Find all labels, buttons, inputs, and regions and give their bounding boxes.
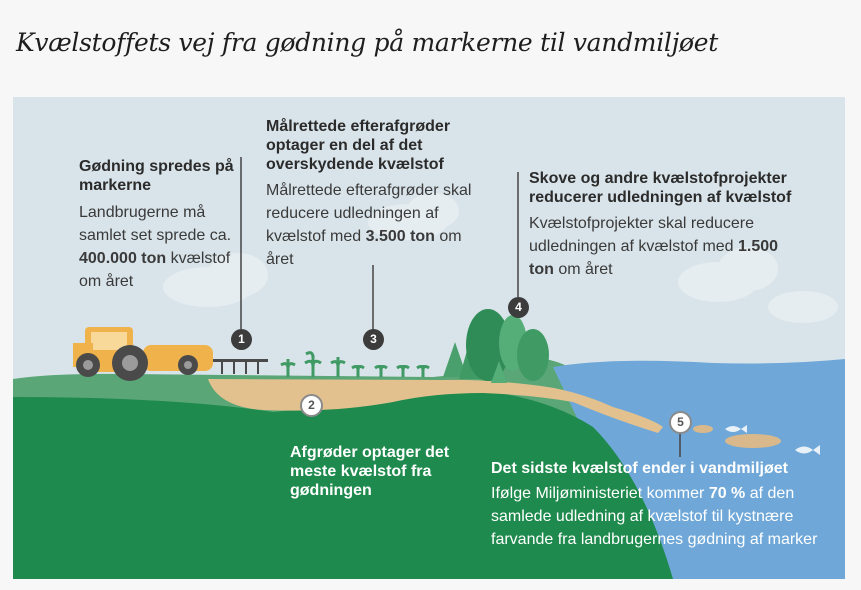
step-2-text [290,443,490,500]
step-badge-2: 2 [300,394,323,417]
infographic-panel [13,97,845,579]
nitrogen-pool [693,425,713,433]
step-2-header: Afgrøder optager det meste kvælstof fra gødningen [290,444,450,499]
step-badge-3: 3 [363,329,384,350]
step-3-header: Målrettede efterafgrøder optager en del af det overskydende kvælstof [266,118,451,173]
step-5-value: 70 % [708,485,746,502]
step-4-header: Skove og andre kvælstofprojekter reducerer udledningen af kvælstof [529,170,792,206]
page-title: Kvælstoffets vej fra gødning på markerne til vandmiljøet [16,28,719,57]
step-4-text [529,169,839,281]
step-1-value: 400.000 ton [79,250,167,267]
step-3-text [266,117,506,271]
step-1-header: Gødning spredes på markerne [79,158,234,194]
step-badge-1: 1 [231,329,252,350]
step-4-value: 1.500 ton [529,238,779,278]
step-3-value: 3.500 ton [365,228,435,245]
step-1-body: Landbrugerne må samlet set sprede ca. 400.000 ton kvælstof om året [79,204,232,290]
forest-icon [443,309,549,383]
step-3-body: Målrettede efterafgrøder skal reducere udledningen af kvælstof med 3.500 ton om året [266,182,472,268]
step-badge-5: 5 [669,411,692,434]
step-5-header: Det sidste kvælstof ender i vandmiljøet [491,460,788,477]
step-5-body: Ifølge Miljøministeriet kommer 70 % af den samlede udledning af kvælstof til kystnære farvande fra landbrugernes gødning af marker [491,485,818,548]
nitrogen-pool [725,434,781,448]
step-5-text [491,459,843,551]
crop-icons [281,353,429,377]
step-badge-4: 4 [508,297,529,318]
step-1-text [79,157,249,293]
step-4-body: Kvælstofprojekter skal reducere udledningen af kvælstof med 1.500 ton om året [529,215,779,278]
